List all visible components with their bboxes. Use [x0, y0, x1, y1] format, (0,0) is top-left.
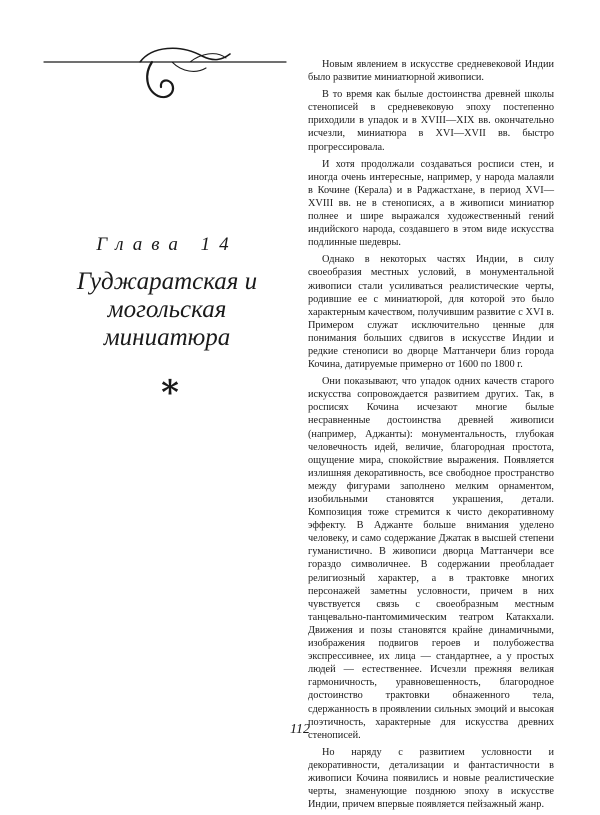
asterisk-ornament: * — [161, 373, 179, 413]
paragraph: Новым явлением в искусстве средневековой Индии было развитие миниатюрной живописи. — [308, 59, 554, 84]
ornament-flourish — [40, 42, 290, 104]
paragraph: Однако в некоторых частях Индии, в силу своеобразия местных условий, в монументальной живописи стали усиливаться реалистические черты, родившие ее с миниатюрой, для которой это было характерным качеством, получившим развитие с XVI в. Примером служат исключительно ценные для понимания больших сдвигов в искусстве Индии и редкие стенописи во дворце Маттанчери близ города Кочина, датируемые примерно от 1600 по 1800 г. — [308, 254, 554, 371]
page-number: 112 — [290, 722, 310, 737]
chapter-heading — [48, 234, 286, 352]
paragraph: Они показывают, что упадок одних качеств старого искусства сопровождается развитием других. Так, в росписях Кочина исчезают многие былые несравненные достоинства древней живописи (например, Аджанты): монументальность, глубокая человечность идей, величие, благородная простота, ощущение мира, спокойствие выражения. Появляется излишняя декоративность, все свободное пространство между фигурами заполнено мелким орнаментом, изобильными становятся украшения, детали. Композиция тоже стремится к чисто декоративному эффекту. В Аджанте больше внимания уделено человеку, и само содержание Джатак в высшей степени гуманистично. В живописи дворца Маттанчери все гораздо символичнее. В содержании преобладает религиозный характер, а в трактовке многих персонажей заметны условности, причем в них чувствуется связь с своеобразным местным танцевально-пантомимическим театром Катакхали. Движения и позы становятся крайне динамичными, изображения подвигов героев и полубожества экспрессивнее, их лица — стандартнее, а у простых людей — естественнее. Исчезли прежняя великая гармоничность, уравновешенность, благородное достоинство трактовки обнаженного тела, сдержанность в проявлении сильных эмоций и высокая поэтичность, характерные для искусства древних стенописей. — [308, 376, 554, 741]
paragraph: В то время как былые достоинства древней школы стенописей в средневековую эпоху постепенно приходили в упадок и в XVIII—XIX вв. окончательно исчезли, миниатюра в XVI—XVII вв. быстро прогрессировала. — [308, 89, 554, 153]
chapter-title: Гуджаратская и могольская миниатюра — [76, 268, 258, 351]
paragraph: Но наряду с развитием условности и декоративности, детализации и фантастичности в живописи Кочина появились и новые реалистические черты, знаменующие позднюю эпоху в искусстве Индии, причем впервые появляется пейзажный жанр. — [308, 746, 554, 811]
chapter-number: Глава 14 — [96, 234, 238, 255]
paragraph: И хотя продолжали создаваться росписи стен, и иногда очень интересные, например, у народа малаяли в Кочине (Керала) и в Раджастхане, в период XVI—XVIII вв. не в стенописях, а в живописи миниатюр полнее и шире выражался художественный гений индийского народа, создавшего в этом виде искусства подлинные шедевры. — [308, 158, 554, 249]
body-text — [308, 58, 554, 815]
